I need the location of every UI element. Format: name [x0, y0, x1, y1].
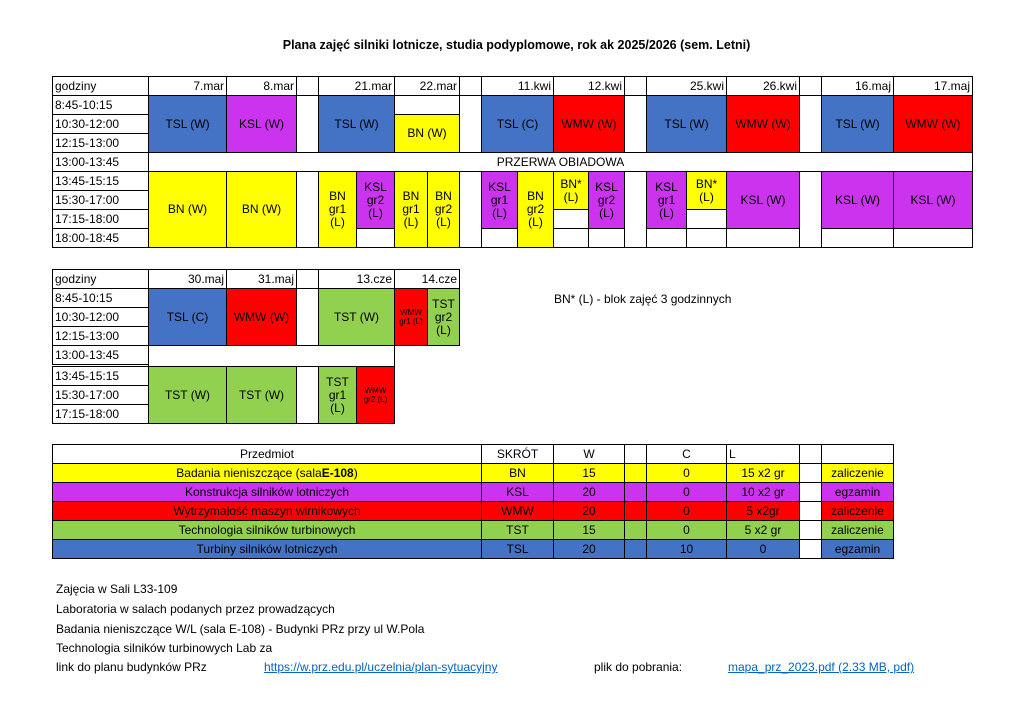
group-label: gr1	[490, 192, 509, 207]
type-label: (L)	[528, 215, 543, 229]
class-block-wmw-gr2	[356, 366, 395, 424]
building-plan-link[interactable]: https://w.prz.edu.pl/uczelnia/plan-sytuacyjny	[264, 660, 498, 674]
spacer-cell	[296, 171, 319, 248]
class-block: WMW (W)	[226, 288, 297, 346]
subject-label: BN	[329, 189, 346, 203]
type-label: (L)	[699, 189, 714, 204]
type-label: (L)	[403, 215, 419, 229]
subject-label: KSL	[655, 179, 678, 194]
class-block: KSL (W)	[726, 171, 800, 229]
date-header: 12.kwi	[553, 76, 625, 96]
subject-name-text: Badania nieniszczące (sala	[176, 465, 322, 480]
date-header: 14.cze	[394, 269, 460, 289]
subject-name-text: Wytrzymałość maszyn wirnikowych	[173, 503, 361, 518]
subject-c: 10	[646, 539, 727, 559]
empty-cell	[821, 228, 894, 248]
subject-label: TST	[432, 296, 455, 311]
time-cell: 17:15-18:00	[52, 404, 149, 424]
spacer-cell	[799, 444, 822, 464]
date-header: 8.mar	[226, 76, 297, 96]
date-header: 22.mar	[394, 76, 460, 96]
class-block-bn-gr1	[318, 171, 357, 248]
time-cell: 13:45-15:15	[52, 171, 149, 191]
class-block-bn-star	[553, 171, 589, 210]
group-label: gr2	[434, 309, 453, 324]
subject-w: 15	[553, 463, 625, 483]
subject-c: 0	[646, 520, 727, 540]
spacer-cell	[296, 76, 319, 96]
class-block: WMW (W)	[726, 95, 800, 153]
subject-label: BN*	[695, 176, 718, 191]
subject-abbr: KSL	[481, 482, 554, 502]
spacer-cell	[624, 520, 647, 540]
subject-name-text: Konstrukcja silników lotniczych	[184, 484, 350, 499]
subject-c: 0	[646, 501, 727, 521]
type-label: (L)	[330, 215, 345, 229]
class-block-ksl-gr2	[356, 171, 395, 229]
group-label: gr1 (L)	[399, 317, 423, 326]
subject-name	[52, 501, 482, 521]
date-header: 31.maj	[226, 269, 297, 289]
subject-label: TST	[326, 374, 349, 389]
group-label: gr2	[366, 192, 385, 207]
subject-l: 10 x2 gr	[726, 482, 800, 502]
type-label: (L)	[368, 205, 383, 220]
spacer-cell	[624, 501, 647, 521]
class-block-wmw-gr1	[394, 288, 428, 346]
subject-l: 0	[726, 539, 800, 559]
group-label: gr1	[328, 387, 347, 402]
group-label: gr1	[328, 202, 347, 216]
subject-name-suffix: )	[353, 465, 358, 480]
group-label: gr1	[657, 192, 676, 207]
subject-label: BN	[435, 189, 452, 203]
class-block: TST (W)	[318, 288, 395, 346]
subject-label: KSL	[364, 179, 387, 194]
spacer-cell	[459, 95, 482, 153]
subject-room: E-108	[321, 465, 354, 480]
group-label: gr2 (L)	[363, 395, 388, 404]
subjects-header-name: Przedmiot	[52, 444, 482, 464]
subject-label: WMW	[400, 308, 422, 317]
class-block: KSL (W)	[893, 171, 973, 229]
type-label: (L)	[659, 205, 674, 220]
subject-label: WMW	[364, 386, 387, 395]
subject-name	[52, 482, 482, 502]
subject-form: egzamin	[821, 539, 894, 559]
class-block-ksl-gr1	[481, 171, 518, 229]
subject-label: BN	[527, 189, 544, 203]
subject-label: BN	[402, 189, 420, 203]
subject-l: 15 x2 gr	[726, 463, 800, 483]
lunch-break-row: PRZERWA OBIADOWA	[148, 152, 973, 172]
empty-cell	[726, 228, 800, 248]
spacer-cell	[296, 95, 319, 153]
date-header: 7.mar	[148, 76, 227, 96]
date-header: 13.cze	[318, 269, 395, 289]
footer-line-4: Technologia silników turbinowych Lab za	[56, 641, 273, 655]
footer-line-3: Badania nieniszczące W/L (sala E-108) - Budynki PRz przy ul W.Pola	[56, 622, 425, 636]
time-cell: 13:00-13:45	[52, 152, 149, 172]
spacer-cell	[459, 76, 482, 96]
spacer-cell	[799, 95, 822, 153]
subject-name-text: Technologia silników turbinowych	[178, 522, 356, 537]
class-block: TSL (W)	[646, 95, 727, 153]
footer-line-2: Laboratoria w salach podanych przez prowadzących	[56, 602, 335, 616]
subject-c: 0	[646, 482, 727, 502]
spacer-cell	[799, 482, 822, 502]
class-block: TSL (W)	[821, 95, 894, 153]
subject-name	[52, 539, 482, 559]
time-cell: 8:45-10:15	[52, 95, 149, 115]
date-header: 11.kwi	[481, 76, 554, 96]
subject-abbr: TST	[481, 520, 554, 540]
time-cell: 15:30-17:00	[52, 190, 149, 210]
group-label: gr2	[434, 202, 453, 216]
group-label: gr1	[402, 202, 420, 216]
class-block: BN (W)	[148, 171, 227, 248]
subject-form: zaliczenie	[821, 463, 894, 483]
header-hours: godziny	[52, 76, 149, 96]
spacer-cell	[296, 269, 319, 289]
class-block: TST (W)	[226, 366, 297, 424]
class-block-bn-gr2	[517, 171, 554, 248]
spacer-cell	[624, 482, 647, 502]
spacer-cell	[296, 288, 319, 346]
spacer-cell	[459, 171, 482, 248]
spacer-cell	[296, 366, 319, 424]
class-block: KSL (W)	[226, 95, 297, 153]
subject-name	[52, 520, 482, 540]
class-block: WMW (W)	[893, 95, 973, 153]
date-header: 26.kwi	[726, 76, 800, 96]
time-cell: 10:30-12:00	[52, 114, 149, 134]
empty-cell	[646, 228, 687, 248]
subject-w: 15	[553, 520, 625, 540]
class-block: WMW (W)	[553, 95, 625, 153]
time-cell: 12:15-13:00	[52, 326, 149, 346]
spacer-cell	[624, 95, 647, 153]
spacer-cell	[799, 501, 822, 521]
subject-form: zaliczenie	[821, 501, 894, 521]
type-label: (L)	[563, 189, 579, 204]
date-header: 30.maj	[148, 269, 227, 289]
empty-cell	[588, 228, 625, 248]
subject-name-text: Turbiny silników lotniczych	[196, 541, 338, 556]
page-title: Plana zajęć silniki lotnicze, studia podyplomowe, rok ak 2025/2026 (sem. Letni)	[282, 38, 751, 52]
download-file-link[interactable]: mapa_prz_2023.pdf (2.33 MB, pdf)	[728, 660, 915, 674]
empty-cell	[893, 228, 973, 248]
subjects-header-form	[821, 444, 894, 464]
class-block: BN (W)	[394, 114, 460, 153]
class-block-tst-gr1	[318, 366, 357, 424]
subject-w: 20	[553, 501, 625, 521]
spacer-cell	[799, 463, 822, 483]
spacer-cell	[624, 76, 647, 96]
subject-l: 5 x2 gr	[726, 520, 800, 540]
date-header: 21.mar	[318, 76, 395, 96]
time-cell: 17:15-18:00	[52, 209, 149, 229]
subject-c: 0	[646, 463, 727, 483]
group-label: gr2	[597, 192, 616, 207]
class-block: TSL (W)	[318, 95, 395, 153]
spacer-cell	[799, 171, 822, 248]
date-header: 17.maj	[893, 76, 973, 96]
subject-l: 5 x2gr	[726, 501, 800, 521]
class-block: TSL (W)	[148, 95, 227, 153]
time-cell: 13:00-13:45	[52, 345, 149, 365]
spacer-cell	[624, 539, 647, 559]
time-cell: 10:30-12:00	[52, 307, 149, 327]
type-label: (L)	[492, 205, 507, 220]
spacer-cell	[624, 444, 647, 464]
type-label: (L)	[436, 322, 451, 337]
class-block: TST (W)	[148, 366, 227, 424]
subject-abbr: BN	[481, 463, 554, 483]
date-header: 16.maj	[821, 76, 894, 96]
subjects-header-l: L	[726, 444, 800, 464]
time-cell: 8:45-10:15	[52, 288, 149, 308]
spacer-cell	[624, 171, 647, 248]
class-block-bn-gr2	[427, 171, 460, 248]
empty-cell	[394, 95, 460, 115]
type-label: (L)	[599, 205, 614, 220]
spacer-cell	[799, 539, 822, 559]
class-block-ksl-gr1	[646, 171, 687, 229]
type-label: (L)	[330, 400, 345, 415]
time-cell: 12:15-13:00	[52, 133, 149, 153]
empty-cell	[481, 228, 518, 248]
date-header: 25.kwi	[646, 76, 727, 96]
subjects-header-abbr: SKRÓT	[481, 444, 554, 464]
time-cell: 15:30-17:00	[52, 385, 149, 405]
subject-form: zaliczenie	[821, 520, 894, 540]
class-block: KSL (W)	[821, 171, 894, 229]
download-label: plik do pobrania:	[594, 660, 683, 674]
lunch-break-row	[148, 345, 395, 367]
footer-line-1: Zajęcia w Sali L33-109	[56, 582, 178, 596]
subject-label: KSL	[595, 179, 618, 194]
class-block-tst-gr2	[427, 288, 460, 346]
class-block: BN (W)	[226, 171, 297, 248]
subject-form: egzamin	[821, 482, 894, 502]
subject-abbr: TSL	[481, 539, 554, 559]
time-cell: 18:00-18:45	[52, 228, 149, 248]
group-label: gr2	[526, 202, 545, 216]
subject-abbr: WMW	[481, 501, 554, 521]
type-label: (L)	[436, 215, 451, 229]
note-text: BN* (L) - blok zajęć 3 godzinnych	[554, 292, 732, 306]
class-block-bn-gr1	[394, 171, 428, 248]
empty-cell	[686, 209, 727, 229]
spacer-cell	[624, 463, 647, 483]
header-hours: godziny	[52, 269, 149, 289]
class-block-bn-star	[686, 171, 727, 210]
subject-label: KSL	[488, 179, 511, 194]
subject-label: BN*	[560, 176, 582, 191]
class-block: TSL (C)	[148, 288, 227, 346]
empty-cell	[686, 228, 727, 248]
empty-cell	[356, 228, 395, 248]
subjects-header-c: C	[646, 444, 727, 464]
spacer-cell	[799, 520, 822, 540]
spacer-cell	[799, 76, 822, 96]
subject-name	[52, 463, 482, 483]
class-block: TSL (C)	[481, 95, 554, 153]
class-block-ksl-gr2	[588, 171, 625, 229]
time-cell: 13:45-15:15	[52, 366, 149, 386]
subject-w: 20	[553, 482, 625, 502]
empty-cell	[553, 209, 589, 229]
subjects-header-w: W	[553, 444, 625, 464]
empty-cell	[553, 228, 589, 248]
subject-w: 20	[553, 539, 625, 559]
footer-link-label: link do planu budynków PRz	[56, 660, 207, 674]
